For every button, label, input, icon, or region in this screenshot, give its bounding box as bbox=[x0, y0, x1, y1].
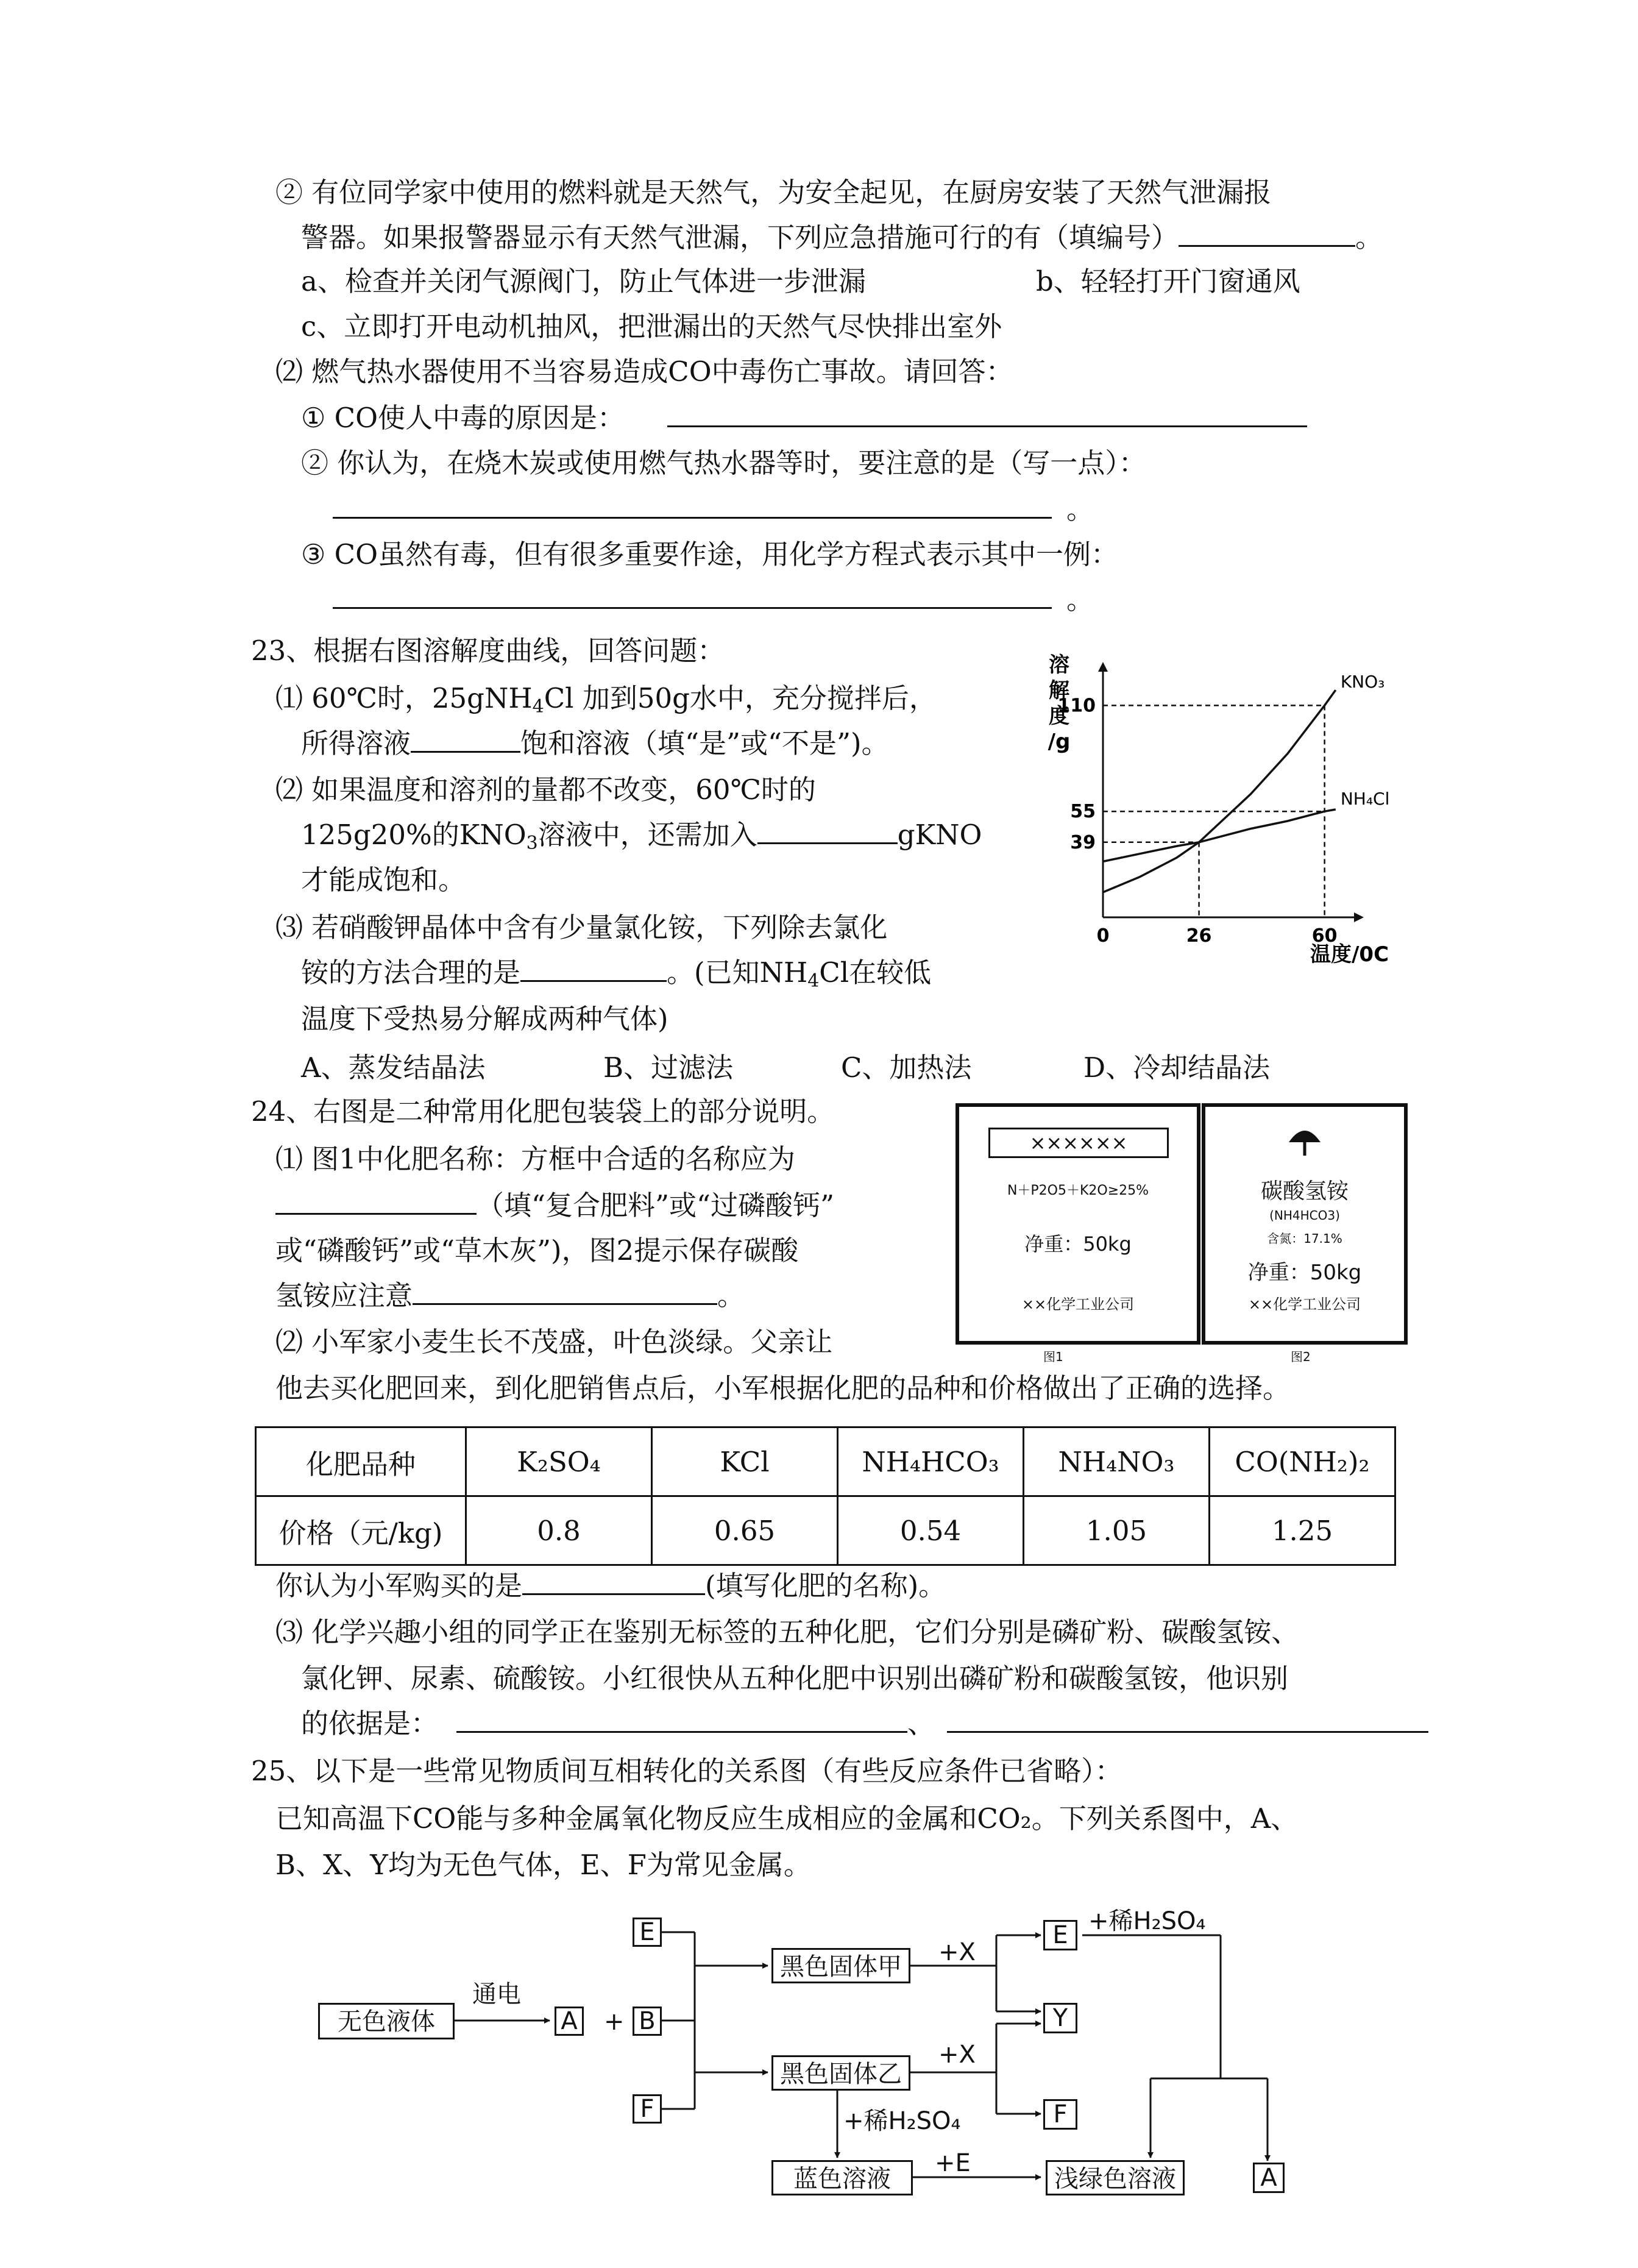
table-price-label: 价格（元/kg) bbox=[256, 1496, 466, 1565]
q23-p3-line1: ⑶ 若硝酸钾晶体中含有少量氯化铵，下列除去氯化 bbox=[275, 911, 888, 944]
q23-p3-l2-b: 。(已知NH bbox=[667, 956, 808, 989]
label-plus-x-1: +X bbox=[938, 1938, 976, 1966]
subscript: 4 bbox=[532, 696, 544, 717]
bag2-company: ××化学工业公司 bbox=[1248, 1296, 1361, 1313]
y-tick-label: 55 bbox=[1070, 801, 1096, 823]
y-tick-label: 39 bbox=[1070, 831, 1096, 853]
table-cell: 1.05 bbox=[1024, 1496, 1210, 1565]
bag1-name: ×××××× bbox=[1029, 1131, 1128, 1154]
node-Y: Y bbox=[1043, 2003, 1077, 2033]
node-B: B bbox=[633, 2007, 662, 2036]
table-cell: NH₄NO₃ bbox=[1024, 1427, 1210, 1496]
q23-p2-l2-a: 125g20%的KNO bbox=[301, 819, 526, 851]
q22-p2-line1: ② 有位同学家中使用的燃料就是天然气，为安全起见，在厨房安装了天然气泄漏报 bbox=[275, 176, 1272, 208]
label-plus-x-2: +X bbox=[938, 2041, 976, 2069]
q23-option-a: A、蒸发结晶法 bbox=[301, 1051, 486, 1084]
node-A: A bbox=[555, 2007, 584, 2036]
table-cell: CO(NH₂)₂ bbox=[1210, 1427, 1395, 1496]
q23-p2-line1: ⑵ 如果温度和溶剂的量都不改变，60℃时的 bbox=[275, 773, 816, 806]
label-electrolysis: 通电 bbox=[472, 1980, 521, 2008]
figure-1-caption: 图1 bbox=[1043, 1349, 1063, 1364]
q23-title: 23、根据右图溶解度曲线，回答问题： bbox=[251, 635, 725, 667]
node-blue-solution: 蓝色溶液 bbox=[771, 2160, 913, 2195]
q24-p2-ans-a: 你认为小军购买的是 bbox=[275, 1569, 523, 1602]
table-cell: 0.8 bbox=[466, 1496, 652, 1565]
q23-p1-text-b: Cl 加到50g水中，充分搅拌后， bbox=[544, 682, 937, 714]
x-axis-label: 温度/0C bbox=[1310, 942, 1389, 967]
y-axis-label: 溶 bbox=[1049, 653, 1069, 677]
subscript: 4 bbox=[807, 970, 820, 992]
bag1-company: ××化学工业公司 bbox=[1021, 1296, 1135, 1313]
node-black-solid-yi: 黑色固体乙 bbox=[771, 2055, 910, 2091]
bag2-name: 碳酸氢铵 bbox=[1260, 1179, 1349, 1204]
table-cell: 1.25 bbox=[1210, 1496, 1395, 1565]
q24-p1-line1: ⑴ 图1中化肥名称：方框中合适的名称应为 bbox=[275, 1143, 795, 1175]
q23-p2-l2-b: 溶液中，还需加入 bbox=[537, 819, 757, 851]
x-tick-label: 60 bbox=[1311, 925, 1338, 947]
q22-sub2-3-end: 。 bbox=[1066, 583, 1094, 616]
q22-p2-line2-text: 警器。如果报警器显示有天然气泄漏，下列应急措施可行的有（填编号） bbox=[301, 221, 1179, 254]
q23-p1-l2-a: 所得溶液 bbox=[301, 727, 411, 759]
q22-sub2-3: ③ CO虽然有毒，但有很多重要作途，用化学方程式表示其中一例： bbox=[301, 538, 1118, 571]
node-F-output: F bbox=[1043, 2099, 1077, 2130]
q24-p1-l4-a: 氢铵应注意 bbox=[275, 1279, 413, 1312]
node-E-output: E bbox=[1043, 1920, 1077, 1950]
q25-line3: B、X、Y均为无色气体，E、F为常见金属。 bbox=[275, 1849, 811, 1881]
q24-p3-l3-a: 的依据是： bbox=[301, 1707, 439, 1740]
q23-p2-line3: 才能成饱和。 bbox=[301, 864, 466, 896]
y-axis-label: 度 bbox=[1049, 704, 1069, 728]
q22-p2-end: 。 bbox=[1355, 221, 1383, 254]
bag2-weight: 净重：50kg bbox=[1247, 1260, 1362, 1285]
q23-p1-l2-b: 饱和溶液（填“是”或“不是”)。 bbox=[520, 727, 889, 759]
node-E-input: E bbox=[633, 1918, 662, 1947]
q22-sub2-2: ② 你认为，在烧木炭或使用燃气热水器等时，要注意的是（写一点）： bbox=[301, 447, 1146, 479]
table-cell: 0.65 bbox=[652, 1496, 838, 1565]
node-light-green-solution: 浅绿色溶液 bbox=[1046, 2160, 1185, 2195]
bag1-weight: 净重：50kg bbox=[1024, 1232, 1132, 1256]
q23-option-c: C、加热法 bbox=[841, 1051, 972, 1084]
table-cell: 0.54 bbox=[838, 1496, 1024, 1565]
q23-p3-l2-a: 铵的方法合理的是 bbox=[301, 956, 521, 989]
q24-p3-l3-b: 、 bbox=[907, 1707, 935, 1740]
node-A-output: A bbox=[1253, 2163, 1285, 2193]
q24-p3-line1: ⑶ 化学兴趣小组的同学正在鉴别无标签的五种化肥，它们分别是磷矿粉、碳酸氢铵、 bbox=[275, 1616, 1299, 1648]
label-plus: + bbox=[604, 2008, 625, 2036]
bag1-formula: N＋P2O5＋K2O≥25% bbox=[1007, 1183, 1149, 1198]
q25-title: 25、以下是一些常见物质间互相转化的关系图（有些反应条件已省略）： bbox=[251, 1755, 1122, 1787]
q22-sub2-2-end: 。 bbox=[1066, 493, 1094, 525]
q24-p1-l4-b: 。 bbox=[717, 1279, 745, 1312]
q22-option-b: b、轻轻打开门窗通风 bbox=[1036, 265, 1300, 297]
q24-p3-line2: 氯化钾、尿素、硫酸铵。小红很快从五种化肥中识别出磷矿粉和碳酸氢铵，他识别 bbox=[301, 1662, 1289, 1694]
q24-p2-line2: 他去买化肥回来，到化肥销售点后，小军根据化肥的品种和价格做出了正确的选择。 bbox=[275, 1372, 1291, 1404]
series-label-NH4Cl: NH₄Cl bbox=[1340, 789, 1390, 809]
node-black-solid-jia: 黑色固体甲 bbox=[771, 1948, 910, 1983]
q24-p2-line1: ⑵ 小军家小麦生长不茂盛，叶色淡绿。父亲让 bbox=[275, 1326, 833, 1358]
q23-option-b: B、过滤法 bbox=[603, 1051, 734, 1084]
label-dilute-sulfuric-acid-1: +稀H₂SO₄ bbox=[1088, 1907, 1206, 1935]
q22-sub2-1-text: ① CO使人中毒的原因是： bbox=[301, 402, 625, 434]
y-tick-label: 110 bbox=[1057, 695, 1096, 717]
q23-option-d: D、冷却结晶法 bbox=[1083, 1051, 1271, 1084]
bag2-nitrogen: 含氮：17.1% bbox=[1267, 1231, 1342, 1246]
table-cell: NH₄HCO₃ bbox=[838, 1427, 1024, 1496]
q24-p2-ans-b: (填写化肥的名称)。 bbox=[705, 1569, 946, 1602]
node-F-input: F bbox=[633, 2094, 662, 2124]
label-dilute-sulfuric-acid-2: +稀H₂SO₄ bbox=[843, 2107, 961, 2135]
bag2-formula: (NH4HCO3) bbox=[1269, 1208, 1340, 1223]
q24-p1-l2-text: （填“复合肥料”或“过磷酸钙” bbox=[477, 1189, 835, 1221]
table-cell: KCl bbox=[652, 1427, 838, 1496]
q22-option-c: c、立即打开电动机抽风，把泄漏出的天然气尽快排出室外 bbox=[301, 310, 1002, 343]
node-colorless-liquid: 无色液体 bbox=[318, 2003, 455, 2039]
q23-p1-text-a: ⑴ 60℃时，25gNH bbox=[275, 682, 533, 714]
label-plus-e: +E bbox=[935, 2149, 971, 2177]
series-label-KNO3: KNO₃ bbox=[1340, 672, 1385, 692]
figure-2-caption: 图2 bbox=[1291, 1349, 1311, 1364]
subscript: 3 bbox=[526, 833, 538, 854]
table-header-label: 化肥品种 bbox=[256, 1427, 466, 1496]
q23-p2-l2-c: gKNO bbox=[897, 819, 982, 851]
table-cell: K₂SO₄ bbox=[466, 1427, 652, 1496]
x-tick-label: 0 bbox=[1096, 925, 1110, 947]
y-axis-label: /g bbox=[1048, 730, 1071, 754]
q23-p3-l2-c: Cl在较低 bbox=[819, 956, 932, 989]
q22-sub2: ⑵ 燃气热水器使用不当容易造成CO中毒伤亡事故。请回答： bbox=[275, 355, 1013, 388]
x-tick-label: 26 bbox=[1186, 925, 1212, 947]
q25-line2: 已知高温下CO能与多种金属氧化物反应生成相应的金属和CO₂。下列关系图中，A、 bbox=[275, 1802, 1299, 1835]
q23-p3-line3: 温度下受热易分解成两种气体) bbox=[301, 1003, 668, 1035]
y-axis-label: 解 bbox=[1049, 678, 1069, 703]
q24-title: 24、右图是二种常用化肥包装袋上的部分说明。 bbox=[251, 1095, 835, 1128]
q24-p1-line3: 或“磷酸钙”或“草木灰”)，图2提示保存碳酸 bbox=[275, 1234, 799, 1267]
q22-option-a: a、检查并关闭气源阀门，防止气体进一步泄漏 bbox=[301, 265, 866, 297]
